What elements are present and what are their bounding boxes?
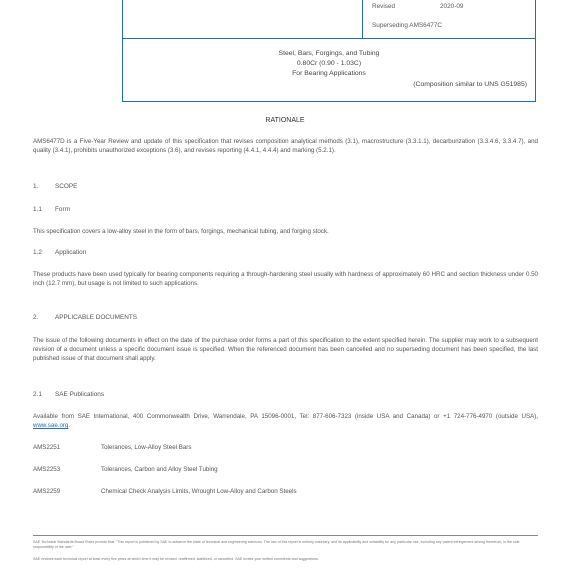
sae-website-link[interactable]: www.sae.org (33, 422, 69, 430)
revised-label: Revised (372, 3, 396, 10)
section-2-1-text (33, 412, 538, 430)
footer-notice-2: SAE reviews each technical report at least every five years at which time it may be revised, reaffirmed, stabilized, or cancelled. SAE invites your written comments and suggestions. (33, 557, 319, 561)
header-divider (362, 0, 363, 38)
footer-divider (33, 535, 538, 536)
section-title: Form (55, 206, 70, 213)
document-row (33, 466, 218, 473)
document-title: Tolerances, Carbon and Alloy Steel Tubing (101, 466, 218, 473)
superseding-note: Superseding AMS6477C (372, 22, 442, 29)
section-2-heading (33, 314, 137, 321)
rationale-heading: RATIONALE (265, 117, 305, 124)
document-code: AMS2251 (33, 444, 61, 451)
title-line-3: For Bearing Applications (292, 70, 366, 77)
section-number: 1. (33, 183, 39, 190)
document-code: AMS2253 (33, 466, 61, 473)
header-revision-box (122, 0, 536, 40)
section-number: 1.1 (33, 206, 42, 213)
title-line-4: (Composition similar to UNS G51985) (413, 81, 527, 88)
section-1-heading (33, 183, 77, 190)
section-number: 1.2 (33, 249, 42, 256)
section-title: SCOPE (55, 183, 78, 190)
sae-address-end: . (68, 422, 71, 430)
document-title: Chemical Check Analysis Limits, Wrought Low-Alloy and Carbon Steels (101, 488, 297, 495)
document-row (33, 488, 297, 495)
document-row (33, 444, 191, 451)
document-title: Tolerances, Low-Alloy Steel Bars (101, 444, 192, 451)
title-line-2: 0.80Cr (0.90 - 1.03C) (296, 60, 362, 67)
revised-date: 2020-09 (440, 3, 464, 10)
section-2-1-heading (33, 391, 104, 398)
section-1-1-text: This specification covers a low-alloy steel in the form of bars, forgings, mechanical tubing, and forging stock. (33, 228, 329, 235)
section-1-2-text: These products have been used typically for bearing components requiring a through-hardening steel usually with hardness of approximately 60 HRC and section thickness under 0.50 inch (12.7 mm), but usage is not limited to such applications. (33, 271, 538, 288)
sae-address-text: Available from SAE International, 400 Commonwealth Drive, Warrendale, PA 15096-0001, Tel: 877-606-7323 (inside USA and Canada) or +1 724-776-4970 (outside USA), (33, 413, 538, 420)
section-title: APPLICABLE DOCUMENTS (55, 314, 138, 321)
document-code: AMS2259 (33, 488, 61, 495)
section-number: 2.1 (33, 391, 42, 398)
section-2-text: The issue of the following documents in effect on the date of the purchase order forms a part of this specification to the extent specified herein. The supplier may work to a subsequent revision of a document unless a specific document issue is specified. When the referenced document has been cancelled and no superseding document has been specified, the last published issue of that document shall apply. (33, 337, 538, 363)
section-title: Application (55, 249, 87, 256)
section-1-2-heading (33, 249, 86, 256)
section-number: 2. (33, 314, 39, 321)
section-1-1-heading (33, 206, 70, 213)
section-title: SAE Publications (55, 391, 105, 398)
footer-notice-1: SAE Technical Standards Board Rules provide that: "This report is published by SAE to advance the state of technical and engineering sciences. The use of this report is entirely voluntary, and its applicability and suitability for any particular use, including any patent infringement arising therefrom, is the sole responsibility of the user." (33, 540, 520, 549)
title-line-1: Steel, Bars, Forgings, and Tubing (278, 50, 380, 57)
rationale-text: AMS6477D is a Five-Year Review and update of this specification that revises composition analytical methods (3.1), macrostructure (3.3.1.1), decarburization (3.3.4.6, 3.3.4.7), and quality (3.4.1), prohibits unauthorized exceptions (3.6), and revises reporting (4.4.1, 4.4.4) and marking (5.2.1). (33, 138, 538, 155)
title-box (122, 38, 536, 102)
